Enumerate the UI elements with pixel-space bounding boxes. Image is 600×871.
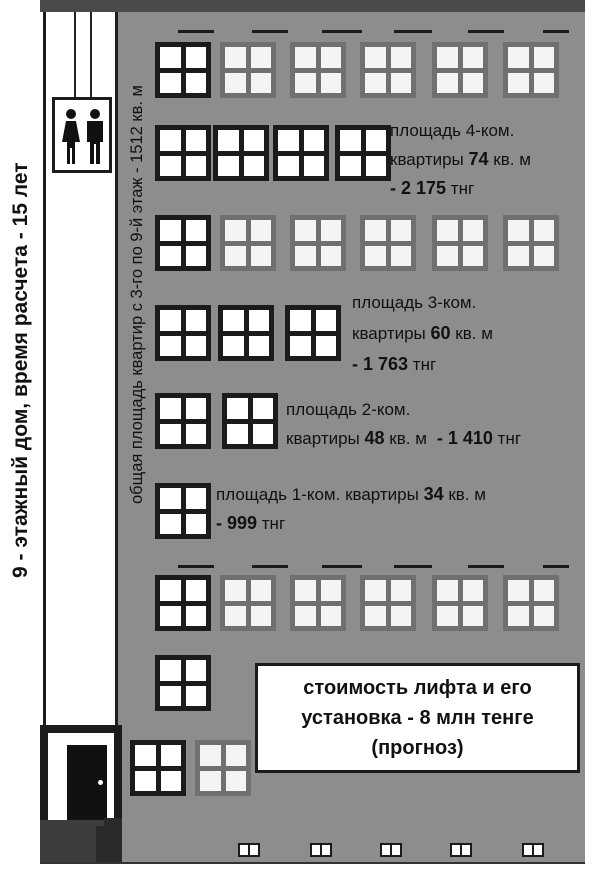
window-pane <box>365 246 386 267</box>
window-pane <box>316 336 337 357</box>
window-pane <box>278 130 299 151</box>
window-pane <box>290 336 311 357</box>
window-pane <box>161 745 182 766</box>
window-pane <box>249 310 270 331</box>
window-pane <box>160 73 181 94</box>
ground-line <box>40 862 585 864</box>
window <box>155 125 211 181</box>
window <box>290 215 346 271</box>
window <box>155 575 211 631</box>
window-pane <box>278 156 299 177</box>
total-area-note: общая площадь квартир с 3-го по 9-й этаж - 1512 кв. м <box>128 85 146 505</box>
window-pane <box>340 130 361 151</box>
window-pane <box>463 47 484 68</box>
ledge-line <box>468 565 504 568</box>
door-handle <box>98 780 103 785</box>
window-pane <box>251 606 272 627</box>
window-pane <box>295 220 316 241</box>
price-value: - 1 763 <box>352 354 409 374</box>
ledge-line <box>252 30 288 33</box>
window-pane <box>365 47 386 68</box>
window <box>220 42 276 98</box>
window-pane <box>249 336 270 357</box>
window-pane <box>534 47 555 68</box>
window-pane <box>290 310 311 331</box>
label-area: квартиры 60 кв. м <box>352 323 493 343</box>
window-pane <box>186 606 207 627</box>
window-pane <box>463 606 484 627</box>
window-pane <box>223 336 244 357</box>
label-area: квартиры 74 кв. м <box>390 149 531 169</box>
window <box>155 483 211 539</box>
window-pane <box>437 220 458 241</box>
window-pane <box>316 310 337 331</box>
window <box>432 42 488 98</box>
window-pane <box>186 73 207 94</box>
window-pane <box>251 580 272 601</box>
window-pane <box>437 606 458 627</box>
window-pane <box>160 130 181 151</box>
window <box>360 575 416 631</box>
window-pane <box>200 771 221 792</box>
window-pane <box>365 220 386 241</box>
window-pane <box>295 606 316 627</box>
label-1-room <box>216 480 486 538</box>
window-pane <box>534 580 555 601</box>
window-pane <box>251 220 272 241</box>
window-pane <box>304 156 325 177</box>
window-pane <box>186 580 207 601</box>
elevator-cable <box>74 12 76 98</box>
ledge-line <box>178 565 214 568</box>
area-value: 48 <box>364 428 385 448</box>
window-pane <box>226 745 247 766</box>
window-pane <box>160 310 181 331</box>
window-pane <box>186 47 207 68</box>
window-pane <box>304 130 325 151</box>
window-pane <box>366 156 387 177</box>
basement-vent <box>380 843 402 857</box>
window-pane <box>160 606 181 627</box>
window-pane <box>186 398 207 419</box>
window-pane <box>508 580 529 601</box>
basement-vent <box>450 843 472 857</box>
window-pane <box>251 47 272 68</box>
window-pane <box>186 336 207 357</box>
window <box>503 42 559 98</box>
ledge-line <box>322 565 362 568</box>
man-icon <box>83 108 107 166</box>
window-pane <box>295 246 316 267</box>
ledge-line <box>543 565 569 568</box>
window-pane <box>186 310 207 331</box>
window <box>155 215 211 271</box>
window-pane <box>218 130 239 151</box>
window-pane <box>437 73 458 94</box>
ledge-line <box>468 30 504 33</box>
window-pane <box>253 424 274 445</box>
window-pane <box>365 580 386 601</box>
window-pane <box>365 606 386 627</box>
window-pane <box>186 488 207 509</box>
window-pane <box>437 47 458 68</box>
window-pane <box>160 246 181 267</box>
window <box>218 305 274 361</box>
area-value: 60 <box>430 323 451 343</box>
window-pane <box>463 73 484 94</box>
window-pane <box>160 580 181 601</box>
window <box>220 575 276 631</box>
window-pane <box>135 771 156 792</box>
window-pane <box>200 745 221 766</box>
window-pane <box>366 130 387 151</box>
window-pane <box>340 156 361 177</box>
price-value: - 999 <box>216 513 258 533</box>
window <box>273 125 329 181</box>
elevator-cost-box <box>255 663 580 773</box>
window <box>155 393 211 449</box>
window-pane <box>226 771 247 792</box>
label-price: - 1 763 тнг <box>352 354 437 374</box>
window-pane <box>225 47 246 68</box>
window-pane <box>534 246 555 267</box>
window-pane <box>186 514 207 535</box>
window-pane <box>160 686 181 707</box>
area-value: 74 <box>468 149 489 169</box>
window <box>360 215 416 271</box>
window-pane <box>160 156 181 177</box>
window <box>432 575 488 631</box>
window-pane <box>244 156 265 177</box>
window <box>155 42 211 98</box>
window-pane <box>295 73 316 94</box>
window-pane <box>225 606 246 627</box>
basement-vent <box>310 843 332 857</box>
window-pane <box>321 47 342 68</box>
window <box>222 393 278 449</box>
label-price: - 2 175 тнг <box>390 178 475 198</box>
window-pane <box>437 580 458 601</box>
label-title: площадь 3-ком. <box>352 293 477 312</box>
ledge-line <box>394 565 432 568</box>
window <box>432 215 488 271</box>
window-pane <box>186 156 207 177</box>
window-pane <box>227 398 248 419</box>
building-summary-title: 9 - этажный дом, время расчета - 15 лет <box>9 162 32 578</box>
window-pane <box>251 73 272 94</box>
label-2-room <box>286 395 521 453</box>
window-pane <box>508 220 529 241</box>
window-pane <box>160 220 181 241</box>
window-pane <box>186 130 207 151</box>
area-value: 34 <box>423 484 444 504</box>
window-pane <box>186 246 207 267</box>
window-pane <box>186 220 207 241</box>
window-pane <box>508 606 529 627</box>
window-pane <box>160 47 181 68</box>
window-pane <box>225 580 246 601</box>
window-pane <box>534 220 555 241</box>
window-pane <box>253 398 274 419</box>
ledge-line <box>394 30 432 33</box>
label-title-area: площадь 1-ком. квартиры 34 кв. м <box>216 484 486 504</box>
label-title: площадь 2-ком. <box>286 400 411 419</box>
window <box>503 575 559 631</box>
window-pane <box>186 424 207 445</box>
window-pane <box>437 246 458 267</box>
window-pane <box>321 246 342 267</box>
info-line: (прогноз) <box>371 737 464 759</box>
window-pane <box>160 336 181 357</box>
window <box>155 655 211 711</box>
window-pane <box>160 514 181 535</box>
window-pane <box>321 73 342 94</box>
window-pane <box>391 73 412 94</box>
window-pane <box>135 745 156 766</box>
stair-step <box>104 818 122 826</box>
window-pane <box>223 310 244 331</box>
window <box>335 125 391 181</box>
window-pane <box>508 246 529 267</box>
basement-vent <box>238 843 260 857</box>
price-value: - 1 410 <box>436 428 493 448</box>
window-pane <box>508 47 529 68</box>
window <box>285 305 341 361</box>
window-pane <box>244 130 265 151</box>
window-pane <box>463 580 484 601</box>
window-pane <box>225 73 246 94</box>
label-title: площадь 4-ком. <box>390 121 515 140</box>
window <box>130 740 186 796</box>
stair-step <box>96 826 122 862</box>
window-pane <box>227 424 248 445</box>
window-pane <box>321 606 342 627</box>
window <box>290 42 346 98</box>
info-line: установка - 8 млн тенге <box>301 707 534 729</box>
window-pane <box>365 73 386 94</box>
window-pane <box>160 660 181 681</box>
elevator-cable <box>90 12 92 98</box>
window-pane <box>391 220 412 241</box>
window-pane <box>463 246 484 267</box>
window-pane <box>391 580 412 601</box>
elevator-cabin <box>52 97 112 173</box>
ledge-line <box>322 30 362 33</box>
window-pane <box>295 47 316 68</box>
label-price: - 999 тнг <box>216 513 286 533</box>
window-pane <box>225 246 246 267</box>
roof-strip <box>40 0 585 12</box>
woman-icon <box>59 108 83 166</box>
window-pane <box>534 73 555 94</box>
window-pane <box>321 580 342 601</box>
window <box>503 215 559 271</box>
window-pane <box>225 220 246 241</box>
window-pane <box>295 580 316 601</box>
window-pane <box>160 398 181 419</box>
window-pane <box>391 47 412 68</box>
window <box>155 305 211 361</box>
window-pane <box>186 686 207 707</box>
window-pane <box>251 246 272 267</box>
window-pane <box>391 246 412 267</box>
window <box>290 575 346 631</box>
ledge-line <box>543 30 569 33</box>
basement-vent <box>522 843 544 857</box>
window <box>220 215 276 271</box>
info-line: стоимость лифта и его <box>303 677 532 699</box>
ledge-line <box>252 565 288 568</box>
window-pane <box>160 424 181 445</box>
window-pane <box>186 660 207 681</box>
ledge-line <box>178 30 214 33</box>
window-pane <box>218 156 239 177</box>
label-area-price: квартиры 48 кв. м - 1 410 тнг <box>286 428 522 448</box>
window-pane <box>534 606 555 627</box>
window-pane <box>463 220 484 241</box>
window <box>195 740 251 796</box>
price-value: - 2 175 <box>390 178 447 198</box>
window-pane <box>161 771 182 792</box>
window-pane <box>321 220 342 241</box>
window <box>213 125 269 181</box>
window-pane <box>508 73 529 94</box>
window-pane <box>160 488 181 509</box>
window-pane <box>391 606 412 627</box>
window <box>360 42 416 98</box>
label-4-room <box>390 117 531 203</box>
label-3-room <box>352 288 493 380</box>
